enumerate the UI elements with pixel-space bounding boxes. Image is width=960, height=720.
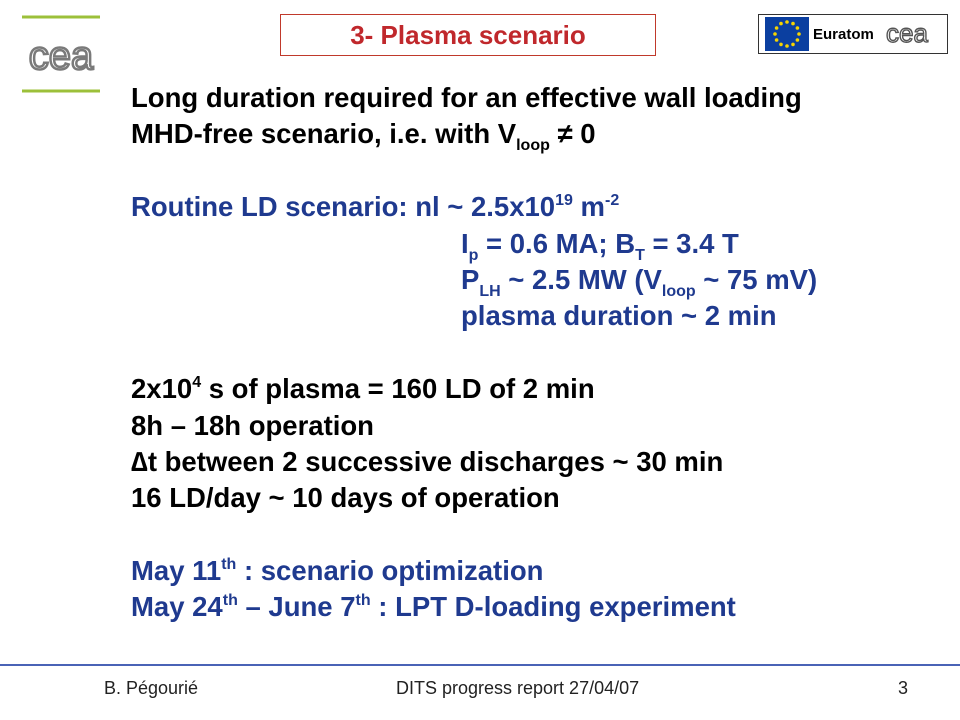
cea-logo (22, 14, 102, 96)
cea-logo-text: cea (28, 34, 94, 78)
line-2-sub: loop (516, 137, 550, 155)
line-11-text-a: May 11 (131, 555, 222, 587)
slide-title (280, 14, 656, 56)
line-11-text-b: : scenario optimization (236, 555, 544, 587)
line-6-text: plasma duration ~ 2 min (461, 300, 777, 332)
body-line-5 (131, 262, 817, 298)
euratom-logo (758, 14, 948, 54)
line-3-text-b: m (572, 191, 605, 223)
body-line-1 (131, 80, 817, 116)
line-12-text-b: – June 7 (237, 591, 356, 623)
body-line-11 (131, 553, 817, 589)
body-line-10 (131, 480, 817, 516)
line-5-text-b: ~ 2.5 MW (V (500, 263, 662, 295)
line-2-text-b: ≠ 0 (549, 118, 596, 150)
cea-small-logo (878, 19, 936, 49)
blank-line (131, 517, 817, 553)
line-7-text-b: s of plasma = 160 LD of 2 min (201, 373, 595, 405)
line-4-text-c: = 3.4 T (644, 227, 739, 259)
footer-page-number: 3 (898, 678, 909, 698)
line-1-text: Long duration required for an effective wall loading (131, 82, 802, 113)
body-line-7 (131, 371, 817, 407)
blank-line (131, 153, 817, 189)
line-10-text: 16 LD/day ~ 10 days of operation (131, 482, 560, 514)
body-line-12 (131, 589, 817, 625)
line-4-sub-2: T (635, 246, 645, 264)
line-11-sup: th (221, 556, 237, 574)
line-5-sub-1: LH (479, 282, 501, 300)
line-12-text-a: May 24 (131, 591, 223, 623)
line-2-text-a: MHD-free scenario, i.e. with V (131, 118, 517, 150)
eu-flag-icon (765, 17, 809, 51)
line-5-sub-2: loop (661, 282, 696, 300)
line-8-text: 8h – 18h operation (131, 409, 374, 441)
body-line-3 (131, 189, 817, 225)
line-12-text-c: : LPT D-loading experiment (370, 591, 736, 623)
footer-rule (0, 664, 960, 666)
line-4-sub-1: p (468, 246, 479, 264)
euratom-label: Euratom (813, 25, 874, 43)
line-9-text: ∆t between 2 successive discharges ~ 30 min (131, 445, 724, 477)
body-line-4 (131, 226, 817, 262)
line-7-sup: 4 (192, 374, 202, 392)
line-7-text-a: 2x10 (131, 373, 193, 405)
footer-report: DITS progress report 27/04/07 (396, 678, 640, 698)
line-3-sup-1: 19 (555, 192, 573, 210)
blank-line (131, 335, 817, 371)
line-4-text-b: = 0.6 MA; B (478, 227, 636, 259)
line-12-sup-2: th (355, 592, 371, 610)
slide-title-text: 3- Plasma scenario (350, 19, 586, 50)
body-line-2 (131, 116, 817, 155)
footer-author: B. Pégourié (104, 678, 199, 698)
cea-small-logo-text: cea (885, 19, 928, 48)
line-5-text-c: ~ 75 mV) (695, 263, 818, 295)
line-3-sup-2: -2 (604, 192, 620, 210)
slide-body (131, 80, 817, 626)
line-4-text-a: I (461, 227, 469, 259)
line-12-sup-1: th (222, 592, 238, 610)
body-line-6 (131, 298, 817, 334)
line-5-text-a: P (461, 263, 480, 295)
body-line-9 (131, 444, 817, 480)
body-line-8 (131, 408, 817, 444)
line-3-text-a: Routine LD scenario: nl ~ 2.5x10 (131, 191, 556, 223)
